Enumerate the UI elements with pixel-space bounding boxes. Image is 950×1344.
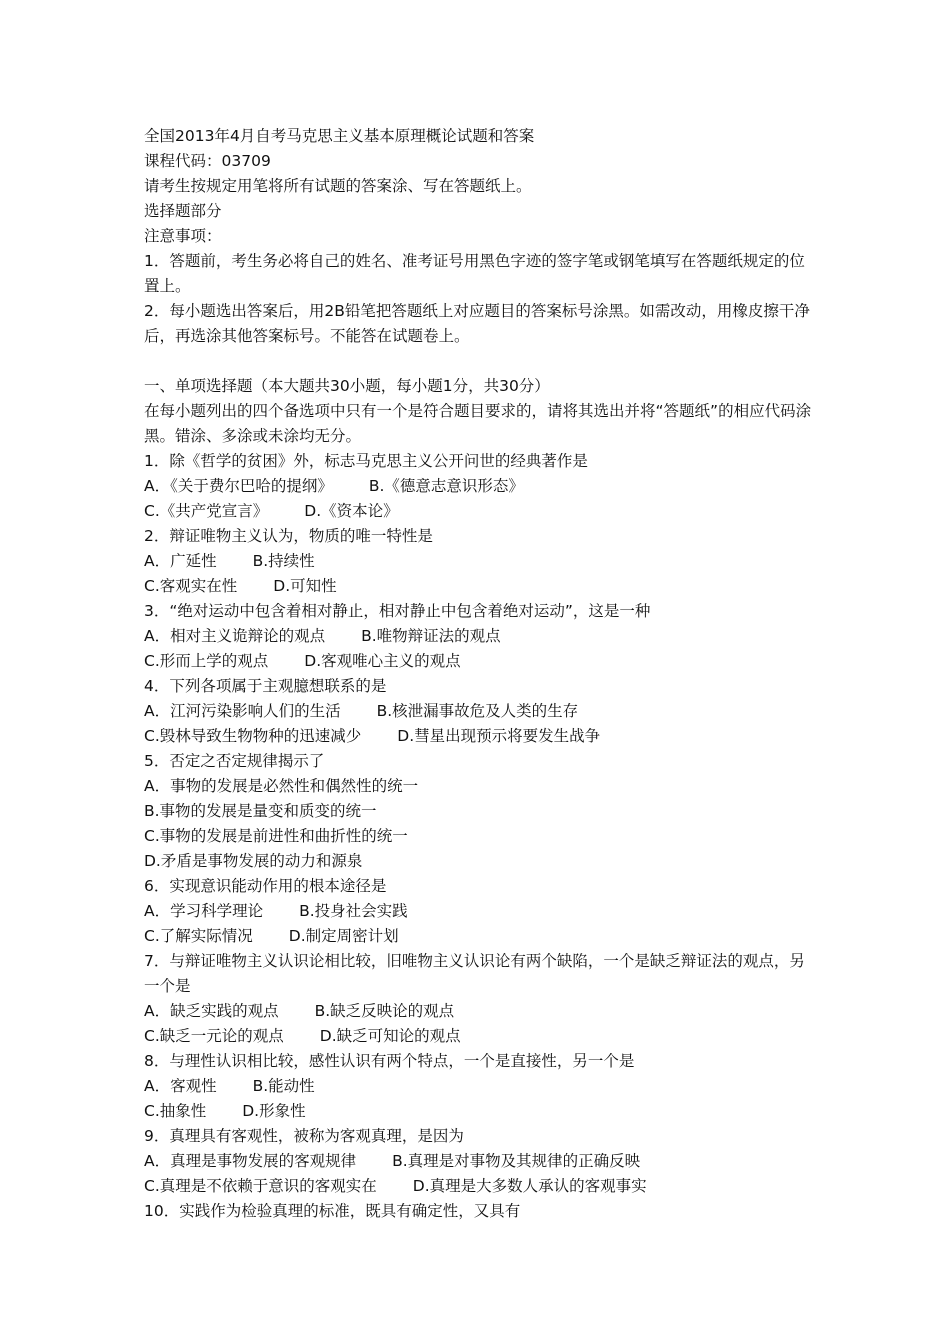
question-1-stem: 1．除《哲学的贫困》外，标志马克思主义公开问世的经典著作是: [144, 452, 588, 470]
question-7-options-ab: [144, 999, 812, 1024]
option-a: A．相对主义诡辩论的观点: [144, 627, 326, 645]
option-a: A．江河污染影响人们的生活: [144, 702, 341, 720]
option-c: C.抽象性: [144, 1102, 207, 1120]
option-b: B.核泄漏事故危及人类的生存: [376, 702, 579, 720]
option-c: C.毁林导致生物物种的迅速减少: [144, 727, 362, 745]
notes-label: 注意事项：: [144, 227, 222, 245]
question-4-options-cd: [144, 724, 812, 749]
option-a: A．《关于费尔巴哈的提纲》: [144, 477, 333, 495]
question-9-options-cd: [144, 1174, 812, 1199]
question-7-options-cd: [144, 1024, 812, 1049]
section-title: 一、单项选择题（本大题共30小题，每小题1分，共30分）: [144, 377, 550, 395]
option-c: C.缺乏一元论的观点: [144, 1027, 284, 1045]
question-1-options-cd: [144, 499, 812, 524]
question-6-stem: 6．实现意识能动作用的根本途径是: [144, 877, 387, 895]
question-1-options-ab: [144, 474, 812, 499]
option-d: D.《资本论》: [304, 502, 399, 520]
section-description: 在每小题列出的四个备选项中只有一个是符合题目要求的，请将其选出并将“答题纸”的相应代码涂黑。错涂、多涂或未涂均无分。: [144, 402, 812, 445]
question-8-stem: 8．与理性认识相比较，感性认识有两个特点，一个是直接性，另一个是: [144, 1052, 635, 1070]
option-d: D.客观唯心主义的观点: [304, 652, 461, 670]
option-c: C.事物的发展是前进性和曲折性的统一: [144, 827, 408, 845]
question-5-stem: 5．否定之否定规律揭示了: [144, 752, 325, 770]
option-b: B.事物的发展是量变和质变的统一: [144, 802, 377, 820]
question-8-options-cd: [144, 1099, 812, 1124]
option-a: A．学习科学理论: [144, 902, 264, 920]
option-a: A．广延性: [144, 552, 217, 570]
question-4-stem: 4．下列各项属于主观臆想联系的是: [144, 677, 387, 695]
part-heading: 选择题部分: [144, 202, 222, 220]
question-6-options-cd: [144, 924, 812, 949]
option-b: B.投身社会实践: [299, 902, 408, 920]
instruction-text: 请考生按规定用笔将所有试题的答案涂、写在答题纸上。: [144, 177, 532, 195]
option-c: C.客观实在性: [144, 577, 238, 595]
question-8-options-ab: [144, 1074, 812, 1099]
option-b: B.持续性: [252, 552, 315, 570]
option-c: C.了解实际情况: [144, 927, 253, 945]
option-d: D.形象性: [242, 1102, 306, 1120]
option-d: D.真理是大多数人承认的客观事实: [412, 1177, 647, 1195]
option-d: D.缺乏可知论的观点: [319, 1027, 461, 1045]
question-2-options-ab: [144, 549, 812, 574]
question-2-stem: 2．辩证唯物主义认为，物质的唯一特性是: [144, 527, 433, 545]
option-c: C.形而上学的观点: [144, 652, 269, 670]
option-b: B.能动性: [252, 1077, 315, 1095]
option-c: C.真理是不依赖于意识的客观实在: [144, 1177, 377, 1195]
question-10-stem: 10．实践作为检验真理的标准，既具有确定性，又具有: [144, 1202, 521, 1220]
question-4-options-ab: [144, 699, 812, 724]
question-6-options-ab: [144, 899, 812, 924]
option-a: A．真理是事物发展的客观规律: [144, 1152, 357, 1170]
question-9-stem: 9．真理具有客观性，被称为客观真理，是因为: [144, 1127, 464, 1145]
document-title: 全国2013年4月自考马克思主义基本原理概论试题和答案: [144, 127, 535, 145]
question-2-options-cd: [144, 574, 812, 599]
exam-content: [144, 124, 812, 1224]
option-a: A．事物的发展是必然性和偶然性的统一: [144, 777, 419, 795]
course-code: 课程代码：03709: [144, 152, 271, 170]
option-d: D.彗星出现预示将要发生战争: [397, 727, 601, 745]
question-3-stem: 3．“绝对运动中包含着相对静止，相对静止中包含着绝对运动”，这是一种: [144, 602, 651, 620]
question-3-options-cd: [144, 649, 812, 674]
option-a: A．缺乏实践的观点: [144, 1002, 279, 1020]
note-2: 2．每小题选出答案后，用2B铅笔把答题纸上对应题目的答案标号涂黑。如需改动，用橡皮擦干净后，再选涂其他答案标号。不能答在试题卷上。: [144, 302, 810, 345]
option-d: D.制定周密计划: [288, 927, 399, 945]
option-d: D.矛盾是事物发展的动力和源泉: [144, 852, 363, 870]
option-a: A．客观性: [144, 1077, 217, 1095]
option-b: B.《德意志意识形态》: [368, 477, 524, 495]
question-9-options-ab: [144, 1149, 812, 1174]
option-b: B.真理是对事物及其规律的正确反映: [392, 1152, 641, 1170]
question-3-options-ab: [144, 624, 812, 649]
note-1: 1．答题前，考生务必将自己的姓名、准考证号用黑色字迹的签字笔或钢笔填写在答题纸规定的位置上。: [144, 252, 805, 295]
option-b: B.缺乏反映论的观点: [314, 1002, 455, 1020]
question-7-stem: 7．与辩证唯物主义认识论相比较，旧唯物主义认识论有两个缺陷，一个是缺乏辩证法的观点，另一个是: [144, 952, 805, 995]
option-d: D.可知性: [273, 577, 337, 595]
option-c: C.《共产党宣言》: [144, 502, 269, 520]
spacer: [144, 349, 812, 374]
option-b: B.唯物辩证法的观点: [361, 627, 501, 645]
